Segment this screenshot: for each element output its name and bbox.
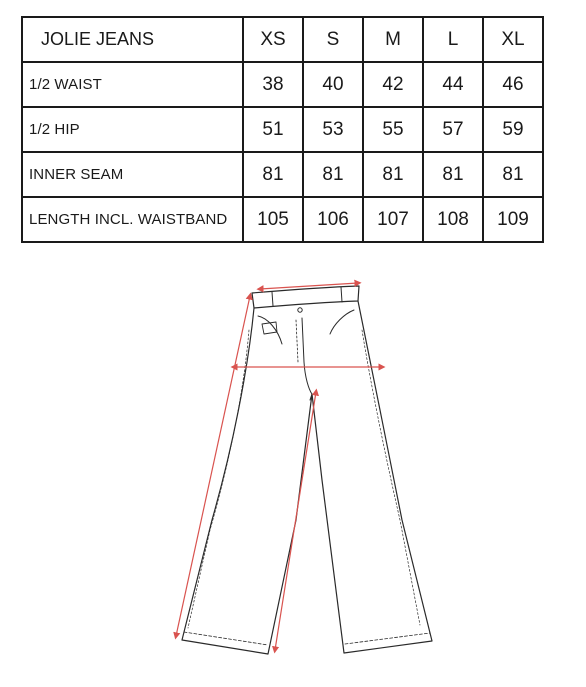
table-cell: 81 <box>243 152 303 197</box>
table-cell: 81 <box>423 152 483 197</box>
table-cell: 59 <box>483 107 543 152</box>
table-cell: 81 <box>363 152 423 197</box>
table-cell: 105 <box>243 197 303 242</box>
row-label-length: LENGTH INCL. WAISTBAND <box>22 197 243 242</box>
row-label-waist: 1/2 WAIST <box>22 62 243 107</box>
table-cell: 53 <box>303 107 363 152</box>
measurement-lines <box>176 283 382 650</box>
size-header-l: L <box>423 17 483 62</box>
table-cell: 81 <box>483 152 543 197</box>
table-title: JOLIE JEANS <box>22 17 243 62</box>
size-header-m: M <box>363 17 423 62</box>
table-cell: 51 <box>243 107 303 152</box>
table-cell: 108 <box>423 197 483 242</box>
row-label-hip: 1/2 HIP <box>22 107 243 152</box>
table-cell: 55 <box>363 107 423 152</box>
size-header-xl: XL <box>483 17 543 62</box>
table-cell: 38 <box>243 62 303 107</box>
table-cell: 81 <box>303 152 363 197</box>
jeans-outline <box>182 286 432 654</box>
table-cell: 40 <box>303 62 363 107</box>
table-cell: 109 <box>483 197 543 242</box>
table-cell: 57 <box>423 107 483 152</box>
table-cell: 46 <box>483 62 543 107</box>
table-cell: 42 <box>363 62 423 107</box>
table-cell: 44 <box>423 62 483 107</box>
table-cell: 107 <box>363 197 423 242</box>
table-cell: 106 <box>303 197 363 242</box>
inner-seam-measure-line <box>275 392 316 650</box>
size-header-xs: XS <box>243 17 303 62</box>
row-label-inner-seam: INNER SEAM <box>22 152 243 197</box>
length-measure-line <box>176 296 250 636</box>
size-header-s: S <box>303 17 363 62</box>
